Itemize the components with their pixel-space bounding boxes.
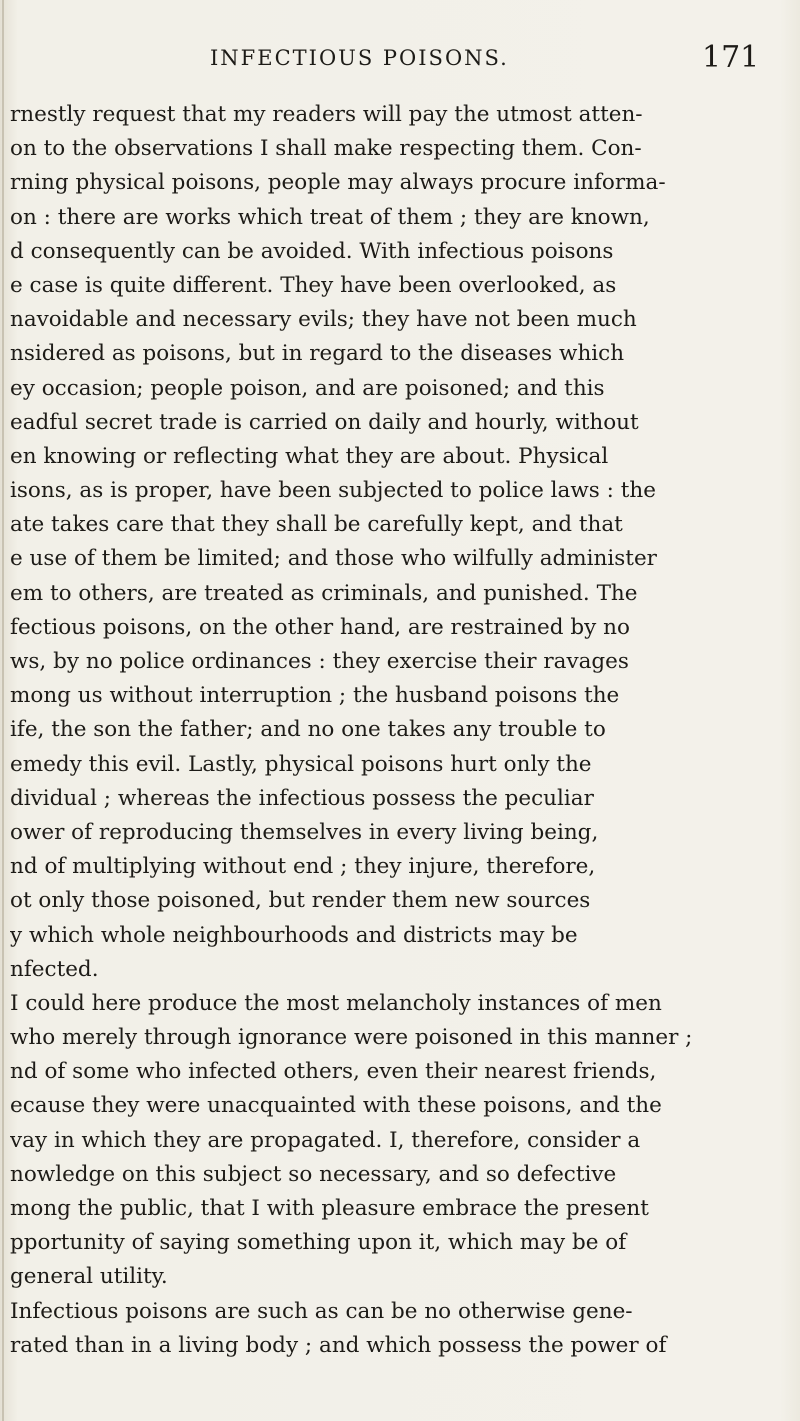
text-line: nowledge on this subject so necessary, and so defective bbox=[10, 1161, 617, 1187]
text-line: em to others, are treated as criminals, and punished. The bbox=[10, 580, 638, 606]
text-line: nfected. bbox=[10, 956, 99, 982]
page-gutter-edge bbox=[2, 0, 4, 1421]
text-line: ower of reproducing themselves in every living being, bbox=[10, 819, 599, 845]
text-line: rning physical poisons, people may always procure informa- bbox=[10, 170, 666, 196]
text-line: e case is quite different. They have been overlooked, as bbox=[10, 272, 617, 298]
text-line: dividual ; whereas the infectious possess the peculiar bbox=[10, 785, 594, 811]
text-line: pportunity of saying something upon it, which may be of bbox=[10, 1230, 627, 1256]
text-line: ate takes care that they shall be carefully kept, and that bbox=[10, 512, 623, 538]
text-line: isons, as is proper, have been subjected to police laws : the bbox=[10, 478, 656, 504]
running-head: INFECTIOUS POISONS. bbox=[210, 46, 509, 70]
text-line: mong us without interruption ; the husband poisons the bbox=[10, 683, 620, 709]
text-line: nd of some who infected others, even their nearest friends, bbox=[10, 1059, 657, 1085]
body-text bbox=[10, 98, 785, 1363]
text-line: navoidable and necessary evils; they have not been much bbox=[10, 307, 637, 333]
text-line: rated than in a living body ; and which possess the power of bbox=[10, 1332, 667, 1358]
text-line: eadful secret trade is carried on daily and hourly, without bbox=[10, 409, 639, 435]
text-line: ecause they were unacquainted with these poisons, and the bbox=[10, 1093, 662, 1119]
text-line: I could here produce the most melancholy instances of men bbox=[10, 990, 662, 1016]
text-line: ife, the son the father; and no one takes any trouble to bbox=[10, 717, 606, 743]
text-line: en knowing or reflecting what they are about. Physical bbox=[10, 443, 609, 469]
text-line: nd of multiplying without end ; they injure, therefore, bbox=[10, 854, 596, 880]
page-header bbox=[0, 40, 800, 80]
text-line: d consequently can be avoided. With infectious poisons bbox=[10, 238, 614, 264]
text-line: nsidered as poisons, but in regard to the diseases which bbox=[10, 341, 625, 367]
text-line: vay in which they are propagated. I, therefore, consider a bbox=[10, 1127, 641, 1153]
text-line: on : there are works which treat of them ; they are known, bbox=[10, 204, 650, 230]
text-line: mong the public, that I with pleasure embrace the present bbox=[10, 1196, 649, 1221]
text-line: general utility. bbox=[10, 1264, 168, 1290]
text-line: e use of them be limited; and those who wilfully administer bbox=[10, 546, 657, 572]
text-line: Infectious poisons are such as can be no otherwise gene- bbox=[10, 1298, 633, 1324]
text-line: ot only those poisoned, but render them new sources bbox=[10, 888, 591, 914]
text-line: emedy this evil. Lastly, physical poisons hurt only the bbox=[10, 751, 592, 777]
text-line: fectious poisons, on the other hand, are restrained by no bbox=[10, 614, 630, 640]
text-line: y which whole neighbourhoods and districts may be bbox=[10, 922, 578, 948]
page-number: 171 bbox=[702, 40, 760, 75]
text-line: who merely through ignorance were poisoned in this manner ; bbox=[10, 1025, 693, 1051]
text-line: ey occasion; people poison, and are poisoned; and this bbox=[10, 375, 605, 401]
text-line: on to the observations I shall make respecting them. Con- bbox=[10, 136, 642, 162]
text-line: rnestly request that my readers will pay the utmost atten- bbox=[10, 102, 643, 127]
text-line: ws, by no police ordinances : they exercise their ravages bbox=[10, 649, 629, 674]
